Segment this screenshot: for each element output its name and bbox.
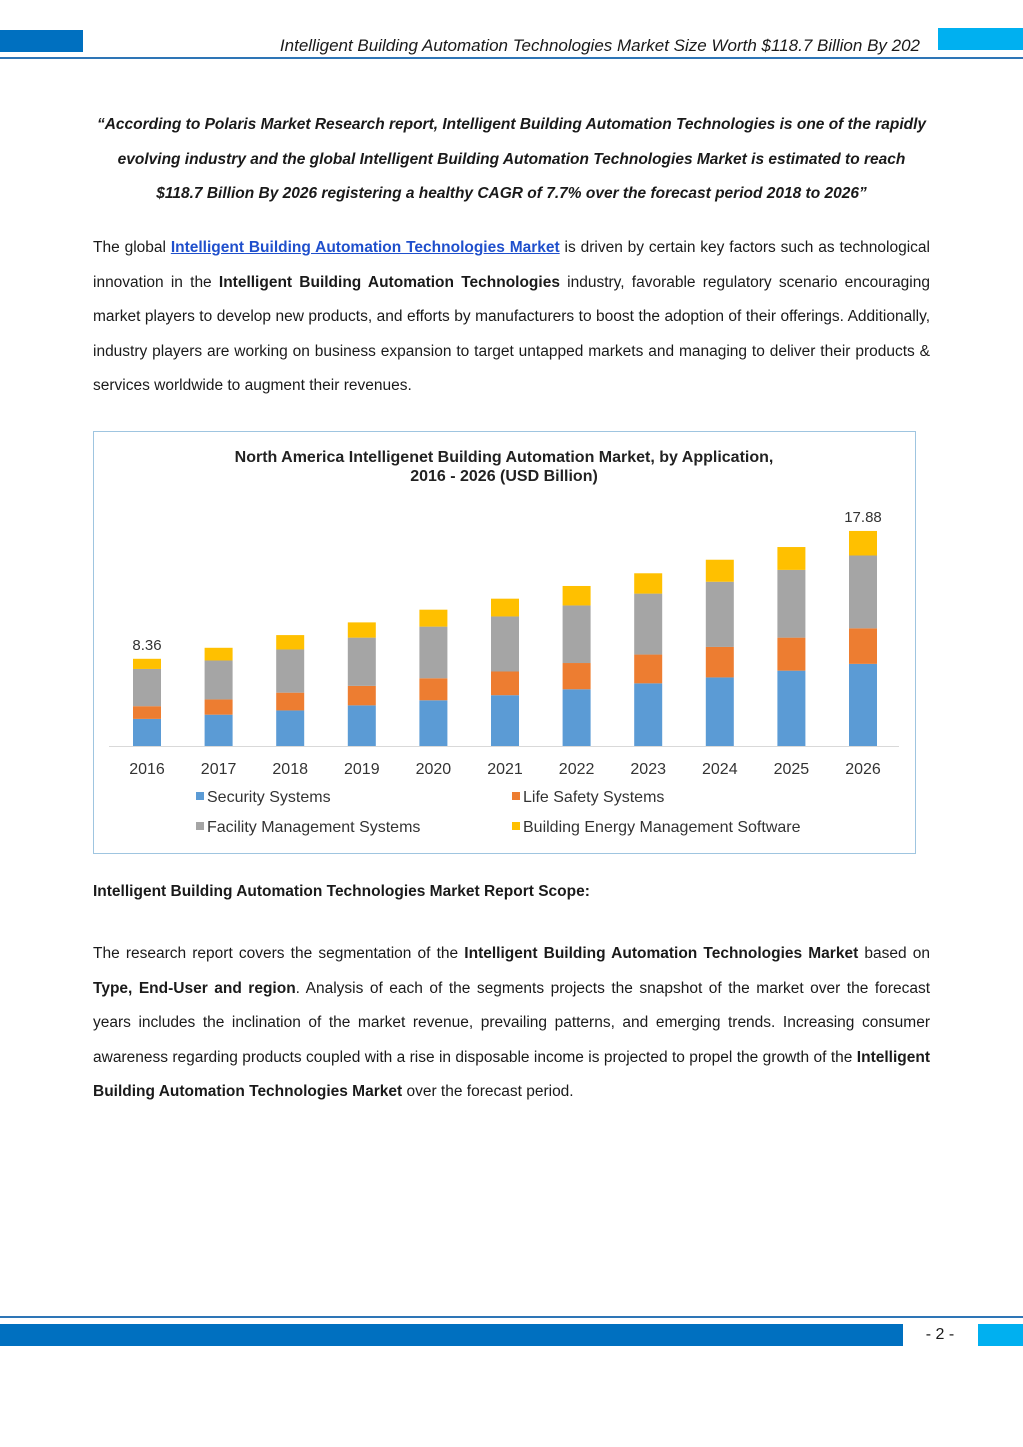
bar-life-safety-systems-2019 <box>348 686 376 705</box>
bar-building-energy-management-software-2022 <box>563 586 591 605</box>
scope-bold-2: Type, End-User and region <box>93 979 296 997</box>
bar-security-systems-2020 <box>419 700 447 746</box>
x-tick-label-2023: 2023 <box>630 761 666 778</box>
scope-text-4: over the forecast period. <box>402 1083 574 1100</box>
legend-label-life-safety-systems: Life Safety Systems <box>523 789 665 806</box>
bar-facility-management-systems-2025 <box>777 570 805 638</box>
legend-swatch-facility-management-systems <box>196 822 204 830</box>
intro-bold-1: Intelligent Building Automation Technologies <box>218 273 560 291</box>
header-bar-left <box>0 30 83 52</box>
x-tick-label-2017: 2017 <box>200 761 237 778</box>
x-tick-label-2018: 2018 <box>272 761 308 778</box>
bar-security-systems-2026 <box>849 664 877 746</box>
bar-facility-management-systems-2022 <box>563 605 591 663</box>
bar-security-systems-2018 <box>276 710 304 746</box>
bar-life-safety-systems-2024 <box>706 647 734 677</box>
scope-bold-1: Intelligent Building Automation Technologies Market <box>464 945 859 962</box>
page-number: - 2 - <box>925 1326 955 1343</box>
legend-label-facility-management-systems: Facility Management Systems <box>207 819 421 836</box>
bar-life-safety-systems-2021 <box>491 671 519 695</box>
scope-text-1: The research report covers the segmentation of the <box>93 945 465 962</box>
bar-life-safety-systems-2026 <box>849 628 877 664</box>
x-tick-label-2022: 2022 <box>558 761 595 778</box>
x-tick-label-2026: 2026 <box>845 761 881 778</box>
bar-security-systems-2016 <box>133 719 161 746</box>
bar-building-energy-management-software-2025 <box>777 547 805 570</box>
bar-life-safety-systems-2018 <box>276 693 304 711</box>
x-tick-label-2016: 2016 <box>129 761 165 778</box>
bar-building-energy-management-software-2020 <box>419 610 447 627</box>
bar-security-systems-2021 <box>491 695 519 746</box>
scope-text-3: . Analysis of each of the segments projects the snapshot of the market over the forecast years includes the inclination of the market revenue, prevailing patterns, and emerging trends. Increasing consumer awareness regarding products coupled with a rise in disposable income is projected to propel the growth of the <box>93 979 930 1066</box>
scope-text-2: based on <box>858 945 930 962</box>
bar-life-safety-systems-2025 <box>777 638 805 671</box>
bar-facility-management-systems-2021 <box>491 616 519 671</box>
market-link[interactable]: Intelligent Building Automation Technologies Market <box>170 239 560 256</box>
bar-facility-management-systems-2016 <box>133 669 161 706</box>
bar-building-energy-management-software-2016 <box>133 659 161 669</box>
bar-security-systems-2022 <box>563 689 591 746</box>
x-tick-label-2025: 2025 <box>773 761 810 778</box>
legend-label-building-energy-management-software: Building Energy Management Software <box>523 819 801 836</box>
bar-security-systems-2025 <box>777 671 805 746</box>
bar-facility-management-systems-2020 <box>419 627 447 679</box>
bar-facility-management-systems-2019 <box>348 638 376 686</box>
bar-building-energy-management-software-2021 <box>491 599 519 617</box>
stacked-bar-chart <box>94 432 915 853</box>
bar-building-energy-management-software-2023 <box>634 573 662 593</box>
data-label-2026: 17.88 <box>844 508 882 526</box>
chart-title-line2: 2016 - 2026 (USD Billion) <box>410 468 598 485</box>
chart-title-line1: North America Intelligenet Building Automation Market, by Application, <box>234 449 774 466</box>
bar-life-safety-systems-2017 <box>205 699 233 714</box>
scope-paragraph <box>93 937 930 1110</box>
header-bar-right <box>938 28 1023 50</box>
legend-swatch-building-energy-management-software <box>512 822 520 830</box>
bar-security-systems-2023 <box>634 683 662 746</box>
bar-building-energy-management-software-2018 <box>276 635 304 649</box>
legend-label-security-systems: Security Systems <box>207 789 331 806</box>
bar-security-systems-2017 <box>205 715 233 746</box>
intro-text-1: The global <box>93 239 171 256</box>
bar-life-safety-systems-2020 <box>419 678 447 700</box>
bar-building-energy-management-software-2017 <box>205 648 233 661</box>
intro-paragraph <box>93 231 930 404</box>
bar-life-safety-systems-2016 <box>133 706 161 719</box>
x-tick-label-2021: 2021 <box>487 761 523 778</box>
scope-bold-3: Intelligent Building Automation Technologies Market <box>93 1048 930 1100</box>
bar-facility-management-systems-2018 <box>276 649 304 692</box>
quote-block: “According to Polaris Market Research report, Intelligent Building Automation Technologies is one of the rapidly evolving industry and the global Intelligent Building Automation Technologies Market is estimated to reach $118.7 Billion By 2026 registering a healthy CAGR of 7.7% over the forecast period 2018 to 2026” <box>96 116 927 202</box>
header-rule <box>0 57 1023 59</box>
legend-swatch-security-systems <box>196 792 204 800</box>
header-title: Intelligent Building Automation Technologies Market Size Worth $118.7 Billion By 202 <box>279 36 920 55</box>
bar-security-systems-2024 <box>706 677 734 746</box>
intro-text-3: industry, favorable regulatory scenario encouraging market players to develop new products, and efforts by manufacturers to boost the adoption of their offerings. Additionally, industry players are working on business expansion to target untapped markets and managing to deliver their products & services worldwide to augment their revenues. <box>93 273 930 394</box>
x-tick-label-2024: 2024 <box>702 761 738 778</box>
chart-figure <box>93 431 916 854</box>
bar-facility-management-systems-2024 <box>706 582 734 647</box>
footer-bar-right <box>978 1324 1023 1346</box>
footer-rule <box>0 1316 1023 1318</box>
x-tick-label-2020: 2020 <box>415 761 452 778</box>
bar-life-safety-systems-2023 <box>634 655 662 684</box>
bar-building-energy-management-software-2019 <box>348 622 376 637</box>
footer-bar-left <box>0 1324 903 1346</box>
bar-building-energy-management-software-2024 <box>706 560 734 582</box>
bar-facility-management-systems-2017 <box>205 660 233 699</box>
legend-swatch-life-safety-systems <box>512 792 520 800</box>
scope-heading: Intelligent Building Automation Technologies Market Report Scope: <box>93 883 590 900</box>
bar-facility-management-systems-2026 <box>849 556 877 629</box>
bar-facility-management-systems-2023 <box>634 594 662 655</box>
data-label-2016: 8.36 <box>132 636 162 654</box>
bar-building-energy-management-software-2026 <box>849 531 877 556</box>
bar-life-safety-systems-2022 <box>563 663 591 689</box>
intro-text-2: is driven by certain key factors such as technological innovation in the <box>93 239 930 291</box>
bar-security-systems-2019 <box>348 705 376 746</box>
x-tick-label-2019: 2019 <box>344 761 380 778</box>
